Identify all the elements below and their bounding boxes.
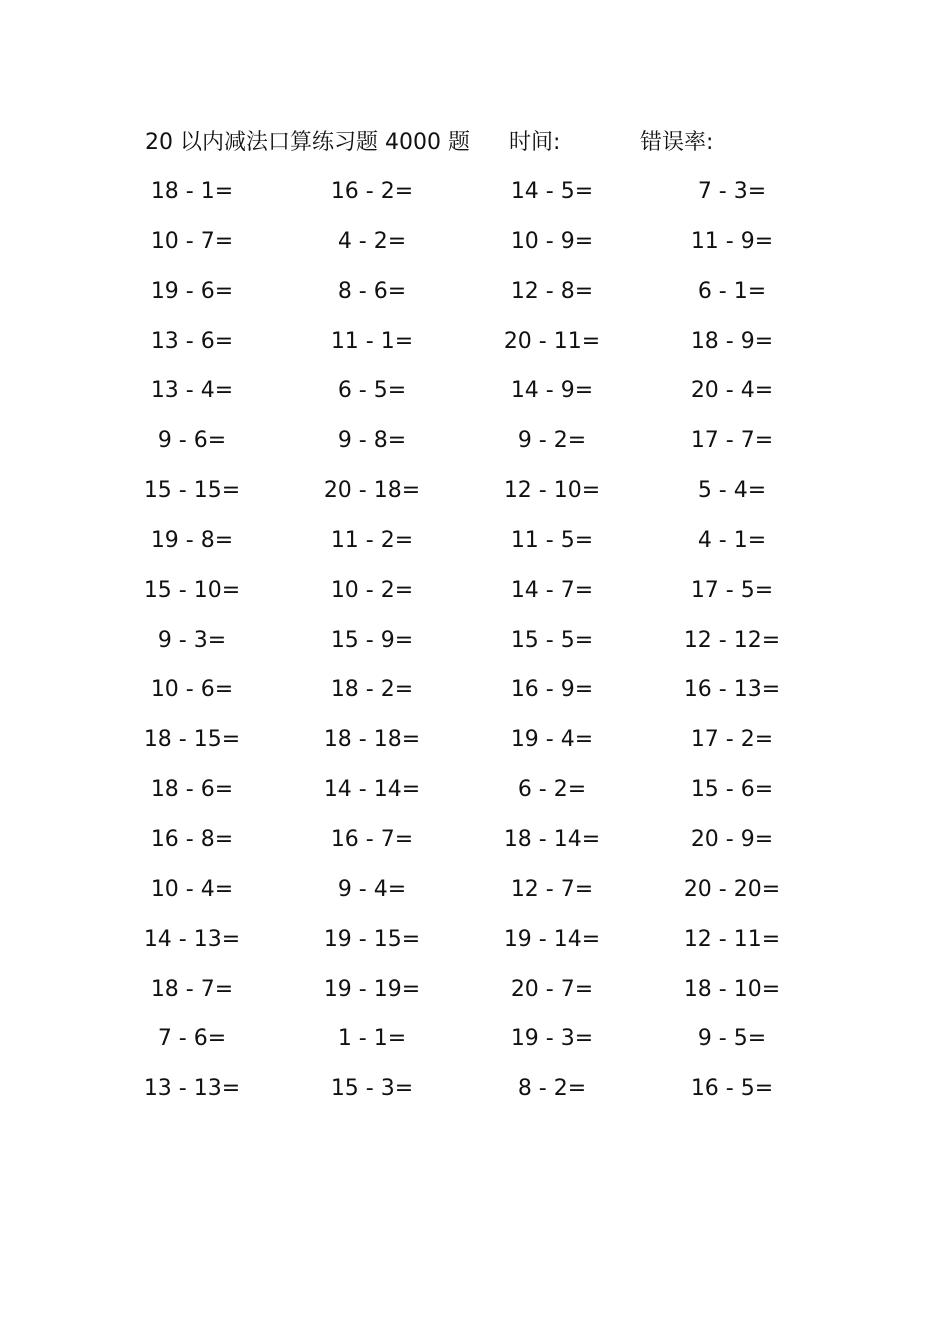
subtraction-problem: 19 - 6= (150, 278, 234, 304)
problem-row (0, 672, 950, 722)
subtraction-problem: 16 - 13= (683, 677, 781, 703)
subtraction-problem: 16 - 5= (690, 1076, 774, 1102)
subtraction-problem: 19 - 14= (503, 926, 601, 952)
subtraction-problem: 18 - 1= (150, 179, 234, 204)
subtraction-problem: 20 - 20= (683, 876, 781, 902)
subtraction-problem: 12 - 8= (510, 278, 594, 304)
subtraction-problem: 15 - 15= (143, 478, 241, 504)
subtraction-problem: 5 - 4= (697, 478, 767, 504)
subtraction-problem: 9 - 8= (337, 428, 407, 454)
subtraction-problem: 9 - 6= (157, 428, 227, 454)
subtraction-problem: 10 - 4= (150, 876, 234, 902)
subtraction-problem: 13 - 13= (143, 1076, 241, 1102)
worksheet-header (0, 127, 950, 159)
problem-row (0, 972, 950, 1022)
subtraction-problem: 4 - 1= (697, 527, 767, 553)
problem-row (0, 224, 950, 274)
subtraction-problem: 14 - 13= (143, 926, 241, 952)
subtraction-problem: 14 - 9= (510, 378, 594, 404)
problem-row (0, 573, 950, 623)
problem-row (0, 523, 950, 573)
subtraction-problem: 12 - 10= (503, 478, 601, 504)
subtraction-problem: 13 - 4= (150, 378, 234, 404)
time-label: 时间: (509, 130, 561, 155)
subtraction-problem: 15 - 10= (143, 577, 241, 603)
subtraction-problem: 9 - 5= (697, 1026, 767, 1052)
subtraction-problem: 10 - 9= (510, 228, 594, 254)
problem-grid (0, 174, 950, 1121)
subtraction-problem: 10 - 7= (150, 228, 234, 254)
subtraction-problem: 17 - 7= (690, 428, 774, 454)
subtraction-problem: 10 - 6= (150, 677, 234, 703)
problem-row (0, 274, 950, 324)
subtraction-problem: 12 - 12= (683, 627, 781, 653)
subtraction-problem: 6 - 5= (337, 378, 407, 404)
subtraction-problem: 15 - 5= (510, 627, 594, 653)
subtraction-problem: 11 - 5= (510, 527, 594, 553)
subtraction-problem: 20 - 4= (690, 378, 774, 404)
problem-row (0, 174, 950, 224)
subtraction-problem: 17 - 5= (690, 577, 774, 603)
problem-row (0, 822, 950, 872)
subtraction-problem: 9 - 3= (157, 627, 227, 653)
subtraction-problem: 15 - 9= (330, 627, 414, 653)
problem-row (0, 1071, 950, 1121)
problem-row (0, 324, 950, 374)
subtraction-problem: 14 - 7= (510, 577, 594, 603)
problem-row (0, 423, 950, 473)
error-rate-label: 错误率: (640, 130, 714, 155)
subtraction-problem: 16 - 7= (330, 826, 414, 852)
subtraction-problem: 9 - 2= (517, 428, 587, 454)
subtraction-problem: 15 - 3= (330, 1076, 414, 1102)
subtraction-problem: 16 - 2= (330, 179, 414, 204)
subtraction-problem: 16 - 9= (510, 677, 594, 703)
subtraction-problem: 18 - 6= (150, 777, 234, 803)
subtraction-problem: 1 - 1= (337, 1026, 407, 1052)
subtraction-problem: 12 - 7= (510, 876, 594, 902)
subtraction-problem: 18 - 2= (330, 677, 414, 703)
subtraction-problem: 18 - 9= (690, 328, 774, 354)
problem-row (0, 872, 950, 922)
subtraction-problem: 18 - 15= (143, 727, 241, 753)
subtraction-problem: 20 - 9= (690, 826, 774, 852)
subtraction-problem: 16 - 8= (150, 826, 234, 852)
subtraction-problem: 18 - 14= (503, 826, 601, 852)
subtraction-problem: 20 - 18= (323, 478, 421, 504)
subtraction-problem: 14 - 14= (323, 777, 421, 803)
subtraction-problem: 9 - 4= (337, 876, 407, 902)
problem-row (0, 373, 950, 423)
subtraction-problem: 20 - 11= (503, 328, 601, 354)
subtraction-problem: 20 - 7= (510, 976, 594, 1002)
subtraction-problem: 11 - 1= (330, 328, 414, 354)
subtraction-problem: 18 - 7= (150, 976, 234, 1002)
problem-row (0, 473, 950, 523)
problem-row (0, 922, 950, 972)
subtraction-problem: 18 - 18= (323, 727, 421, 753)
subtraction-problem: 8 - 2= (517, 1076, 587, 1102)
subtraction-problem: 7 - 6= (157, 1026, 227, 1052)
subtraction-problem: 18 - 10= (683, 976, 781, 1002)
subtraction-problem: 19 - 8= (150, 527, 234, 553)
subtraction-problem: 8 - 6= (337, 278, 407, 304)
subtraction-problem: 17 - 2= (690, 727, 774, 753)
subtraction-problem: 6 - 2= (517, 777, 587, 803)
subtraction-problem: 19 - 15= (323, 926, 421, 952)
subtraction-problem: 7 - 3= (697, 179, 767, 204)
subtraction-problem: 12 - 11= (683, 926, 781, 952)
subtraction-problem: 19 - 3= (510, 1026, 594, 1052)
worksheet-title: 20 以内减法口算练习题 4000 题 (145, 130, 470, 155)
subtraction-problem: 11 - 9= (690, 228, 774, 254)
problem-row (0, 722, 950, 772)
subtraction-problem: 11 - 2= (330, 527, 414, 553)
subtraction-problem: 4 - 2= (337, 228, 407, 254)
subtraction-problem: 14 - 5= (510, 179, 594, 204)
subtraction-problem: 15 - 6= (690, 777, 774, 803)
subtraction-problem: 10 - 2= (330, 577, 414, 603)
subtraction-problem: 13 - 6= (150, 328, 234, 354)
subtraction-problem: 19 - 4= (510, 727, 594, 753)
subtraction-problem: 19 - 19= (323, 976, 421, 1002)
problem-row (0, 623, 950, 673)
problem-row (0, 772, 950, 822)
subtraction-problem: 6 - 1= (697, 278, 767, 304)
problem-row (0, 1021, 950, 1071)
